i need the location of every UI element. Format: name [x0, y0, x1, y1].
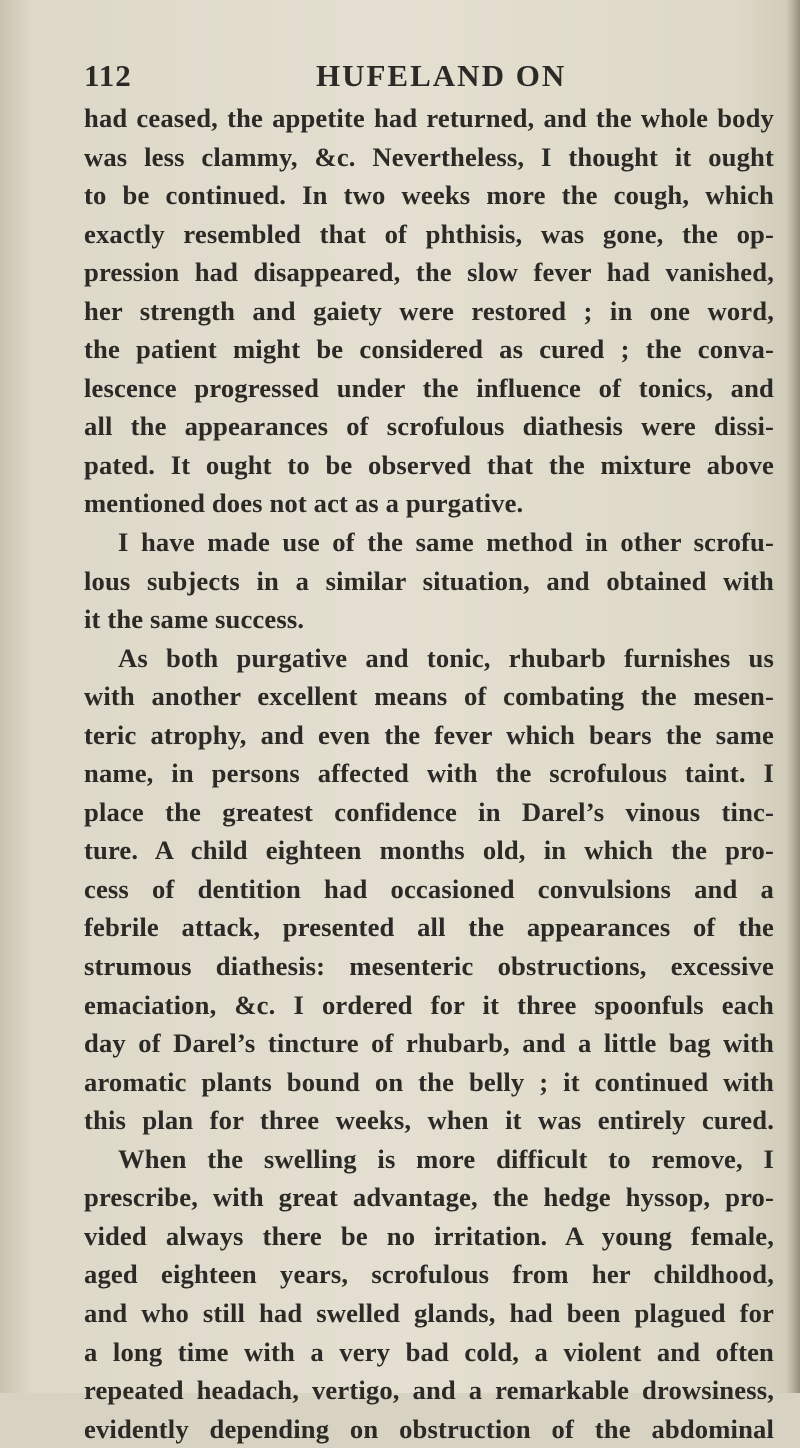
text-line: this plan for three weeks, when it was entirely cured.: [84, 1105, 774, 1136]
text-line: exactly resembled that of phthisis, was gone, the op-: [84, 218, 774, 249]
text-line: aromatic plants bound on the belly ; it continued with: [84, 1066, 774, 1097]
page-number: 112: [84, 58, 132, 93]
text-line: prescribe, with great advantage, the hedge hyssop, pro-: [84, 1182, 774, 1213]
text-line: pression had disappeared, the slow fever had vanished,: [84, 257, 774, 288]
text-line: vided always there be no irritation. A young female,: [84, 1220, 774, 1251]
text-line: had ceased, the appetite had returned, and the whole body: [84, 103, 774, 133]
text-line: with another excellent means of combating the mesen-: [84, 681, 774, 712]
text-line: aged eighteen years, scrofulous from her childhood,: [84, 1259, 774, 1290]
running-head: HUFELAND ON: [316, 58, 567, 93]
page-header: [84, 58, 776, 98]
text-line: was less clammy, &c. Nevertheless, I thought it ought: [84, 141, 774, 172]
text-line: teric atrophy, and even the fever which bears the same: [84, 719, 774, 750]
body-text: [84, 99, 774, 1448]
text-line: repeated headach, vertigo, and a remarkable drowsiness,: [84, 1375, 774, 1406]
text-line: strumous diathesis: mesenteric obstructions, excessive: [84, 951, 774, 982]
text-line: cess of dentition had occasioned convulsions and a: [84, 873, 774, 904]
text-line: pated. It ought to be observed that the mixture above: [84, 449, 774, 480]
page-edge-shadow: [786, 0, 800, 1393]
text-line: a long time with a very bad cold, a violent and often: [84, 1336, 774, 1367]
text-line: place the greatest confidence in Darel’s vinous tinc-: [84, 796, 774, 827]
text-line: As both purgative and tonic, rhubarb furnishes us: [118, 642, 774, 673]
text-line: to be continued. In two weeks more the cough, which: [84, 180, 774, 211]
text-line: name, in persons affected with the scrofulous taint. I: [84, 758, 774, 789]
text-line: her strength and gaiety were restored ; in one word,: [84, 295, 774, 326]
text-line: I have made use of the same method in other scrofu-: [118, 527, 774, 558]
text-line: lous subjects in a similar situation, and obtained with: [84, 565, 774, 596]
text-line: mentioned does not act as a purgative.: [84, 488, 524, 519]
text-line: it the same success.: [84, 604, 305, 635]
text-line: and who still had swelled glands, had been plagued for: [84, 1297, 774, 1328]
text-line: When the swelling is more difficult to remove, I: [118, 1143, 774, 1174]
text-line: febrile attack, presented all the appearances of the: [84, 912, 774, 943]
text-line: ture. A child eighteen months old, in which the pro-: [84, 835, 774, 866]
text-line: lescence progressed under the influence of tonics, and: [84, 372, 774, 403]
text-line: day of Darel’s tincture of rhubarb, and a little bag with: [84, 1028, 774, 1059]
text-line: all the appearances of scrofulous diathesis were dissi-: [84, 411, 774, 442]
text-line: the patient might be considered as cured ; the conva-: [84, 334, 774, 365]
text-line: evidently depending on obstruction of the abdominal: [84, 1413, 774, 1444]
text-line: emaciation, &c. I ordered for it three spoonfuls each: [84, 989, 774, 1020]
